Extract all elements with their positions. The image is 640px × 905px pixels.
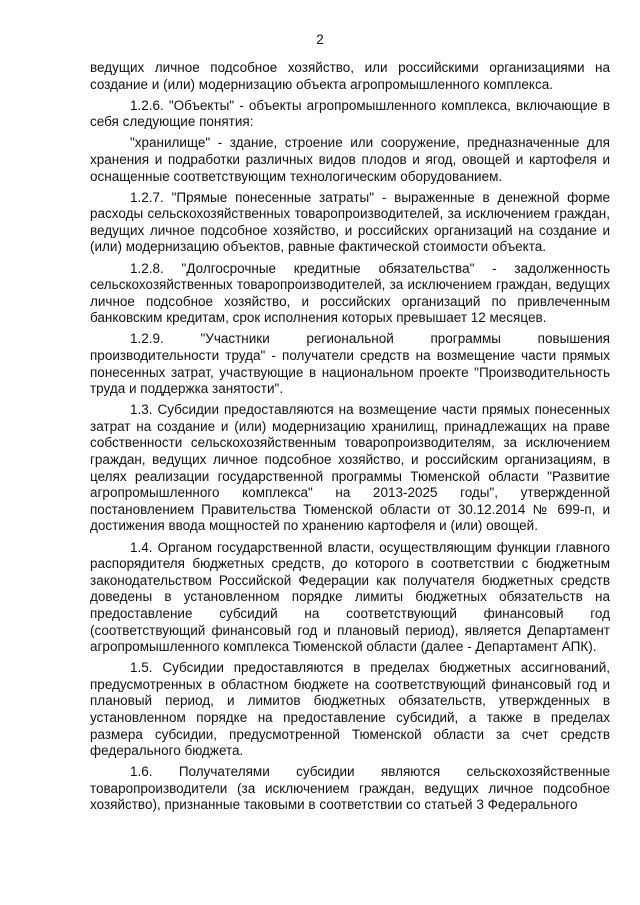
paragraph-1-3: 1.3. Субсидии предоставляются на возмещение части прямых понесенных затрат на создание и (или) модернизацию хранилищ, принадлежащих на праве собственности сельскохозяйственным товаропроизводителям, за исключением граждан, ведущих личное подсобное хозяйство, и российским организациям, в целях реализации государственной программы Тюменской области "Развитие агропромышленного комплекса" на 2013-2025 годы", утвержденной постановлением Правительства Тюменской области от 30.12.2014 № 699-п, и достижения ввода мощностей по хранению картофеля и (или) овощей. (90, 402, 610, 534)
paragraph-1-2-6: 1.2.6. "Объекты" - объекты агропромышленного комплекса, включающие в себя следующие понятия: (90, 97, 610, 130)
paragraph-continuation: ведущих личное подсобное хозяйство, или российскими организациями на создание и (или) модернизацию объекта агропромышленного комплекса. (90, 60, 610, 92)
paragraph-1-2-9: 1.2.9. "Участники региональной программы повышения производительности труда" - получатели средств на возмещение части прямых понесенных затрат, участвующие в национальном проекте "Производительность труда и поддержка занятости". (90, 331, 610, 397)
paragraph-1-5: 1.5. Субсидии предоставляются в пределах бюджетных ассигнований, предусмотренных в областном бюджете на соответствующий финансовый год и плановый период, и лимитов бюджетных обязательств, утвержденных в установленном порядке на предоставление субсидий, а также в пределах размера субсидии, предусмотренной Тюменской области за счет средств федерального бюджета. (90, 660, 610, 759)
paragraph-1-2-7: 1.2.7. "Прямые понесенные затраты" - выраженные в денежной форме расходы сельскохозяйственных товаропроизводителей, за исключением граждан, ведущих личное подсобное хозяйство, и российских организаций на создание и (или) модернизацию объектов, равные фактической стоимости объекта. (90, 189, 610, 255)
paragraph-storage-definition: "хранилище" - здание, строение или сооружение, предназначенные для хранения и подработки различных видов плодов и ягод, овощей и картофеля и оснащенные соответствующим технологическим оборудованием. (90, 135, 610, 184)
page-number: 2 (316, 32, 324, 47)
paragraph-1-6: 1.6. Получателями субсидии являются сельскохозяйственные товаропроизводители (за исключением граждан, ведущих личное подсобное хозяйство), признанные таковыми в соответствии со статьей 3 Федерального (90, 764, 610, 813)
document-body (90, 60, 610, 819)
paragraph-1-2-8: 1.2.8. "Долгосрочные кредитные обязательства" - задолженность сельскохозяйственных товаропроизводителей, за исключением граждан, ведущих личное подсобное хозяйство, и российских организаций по привлеченным банковским кредитам, срок исполнения которых превышает 12 месяцев. (90, 260, 610, 326)
paragraph-1-4: 1.4. Органом государственной власти, осуществляющим функции главного распорядителя бюджетных средств, до которого в соответствии с бюджетным законодательством Российской Федерации как получателя бюджетных средств доведены в установленном порядке лимиты бюджетных обязательств на предоставление субсидий на соответствующий финансовый год (соответствующий финансовый год и плановый период), является Департамент агропромышленного комплекса Тюменской области (далее - Департамент АПК). (90, 539, 610, 655)
